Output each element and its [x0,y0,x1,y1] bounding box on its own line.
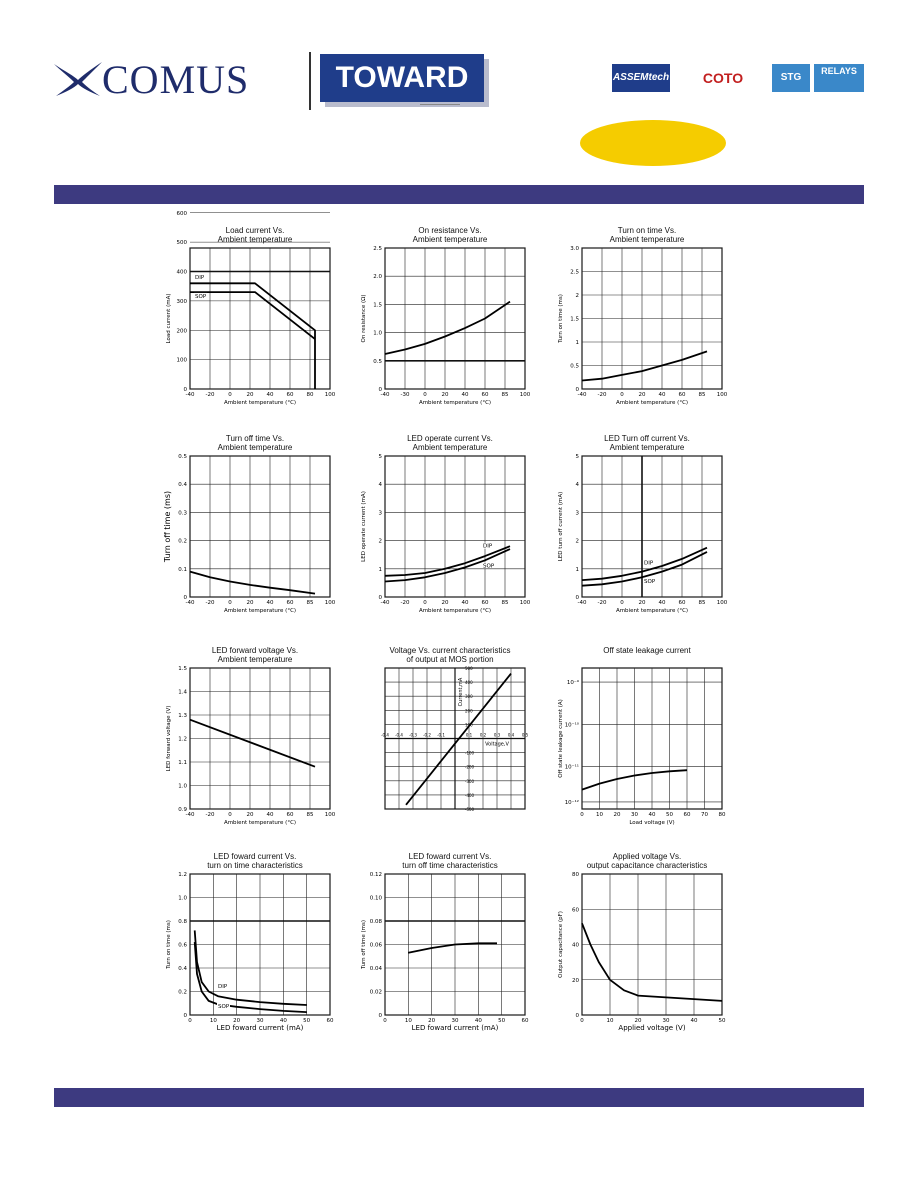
y-tick-label: 2.0 [373,274,382,281]
x-tick-label: 20 [441,600,449,606]
y-tick-label: 2 [378,538,382,545]
x-tick-label: 0.2 [479,732,487,738]
y-tick-label: -400 [465,792,475,798]
y-tick-label: 10⁻¹¹ [564,764,579,771]
y-axis-label: Output capacitance (pF) [558,911,564,978]
comus-bird-logo-icon [52,58,104,98]
x-axis-label: Applied voltage (V) [618,1024,686,1032]
plot-frame [582,456,722,597]
y-tick-label: 0 [378,387,382,393]
chart-subtitle: Ambient temperature [609,443,685,452]
y-axis-label: Turn off time (ms) [163,490,172,563]
x-tick-label: 50 [718,1018,726,1024]
x-tick-label: 10 [596,812,603,818]
chart-title: Turn off time Vs. [225,434,285,443]
x-tick-label: 20 [638,392,646,398]
x-tick-label: 50 [498,1018,506,1024]
x-tick-label: 60 [683,812,691,818]
y-tick-label: 400 [465,680,473,686]
y-axis-label: Turn off time (ms) [361,919,367,970]
toward-underline [420,104,460,105]
x-axis-label: Ambient temperature (°C) [418,400,492,406]
series-annotation: DIP [644,560,654,567]
chart-svg [355,432,545,632]
y-tick-label: 100 [465,722,473,728]
x-tick-label: 0 [580,812,584,818]
y-tick-label: 0.08 [369,919,382,925]
y-tick-label: 1.1 [178,760,187,766]
y-tick-label: 5 [378,454,382,460]
x-axis-label: Load voltage (V) [629,820,675,826]
x-tick-label: 0.4 [507,732,515,738]
x-tick-label: 60 [678,392,686,398]
x-tick-label: 10 [606,1018,614,1024]
y-tick-label: -300 [465,778,475,784]
x-tick-label: 85 [306,600,314,606]
chart-svg [552,224,742,424]
x-tick-label: 60 [286,600,294,606]
y-tick-label: 1.5 [373,302,382,309]
x-tick-label: -20 [597,392,607,398]
y-axis-label: Turn on time (ms) [166,920,172,969]
y-tick-label: 1.3 [178,713,187,719]
x-tick-label: 30 [256,1018,264,1024]
chart-led-current-turn-on [160,850,350,1050]
y-axis-label: Off state leakage current (A) [558,699,564,778]
x-tick-label: 30 [631,812,638,818]
y-tick-label: 0.12 [369,872,382,878]
chart-subtitle: Ambient temperature [609,235,685,244]
x-axis-label: LED foward current (mA) [216,1024,304,1032]
series-annotation: DIP [483,543,493,550]
y-tick-label: 0.5 [178,454,187,460]
x-tick-label: 100 [324,600,336,606]
y-tick-label: 3 [378,510,382,517]
x-tick-label: 0 [228,600,232,606]
y-tick-label: 0.2 [178,989,187,996]
y-tick-label: 2 [575,538,579,545]
x-axis-label: Ambient temperature (°C) [418,608,492,614]
chart-subtitle: Ambient temperature [217,235,293,244]
x-tick-label: 60 [481,600,489,606]
chart-title: Turn on time Vs. [617,226,677,235]
y-axis-label: Current,mA [458,677,464,707]
y-tick-label: 0.4 [178,482,187,489]
y-tick-label: 1.0 [373,330,382,337]
chart-svg [552,432,742,632]
x-tick-label: 30 [662,1018,670,1024]
x-axis-label: Ambient temperature (°C) [223,608,297,614]
x-tick-label: -40 [380,600,390,606]
y-tick-label: 10⁻¹⁰ [564,722,579,729]
x-tick-label: 40 [648,812,656,818]
x-tick-label: 40 [266,812,274,818]
series-annotation: SOP [644,578,656,585]
y-axis-label: Load current (mA) [166,293,172,344]
chart-title: LED operate current Vs. [407,434,493,443]
y-tick-label: 1.2 [178,736,187,743]
chart-off-state-leakage [552,644,742,844]
y-tick-label: 0.06 [369,942,382,949]
x-tick-label: 20 [441,392,449,398]
y-tick-label: 2 [575,293,579,299]
y-tick-label: 4 [575,482,579,489]
x-tick-label: 0 [620,392,624,398]
y-tick-label: 1.2 [178,872,187,878]
x-axis-label: LED foward current (mA) [411,1024,499,1032]
x-tick-label: 70 [701,812,708,818]
x-axis-label: Ambient temperature (°C) [615,608,689,614]
series-annotation: SOP [483,563,495,570]
x-tick-label: -0.3 [409,732,417,738]
chart-led-turn-off-current [552,432,742,632]
x-tick-label: 20 [246,392,254,398]
x-tick-label: 20 [246,812,254,818]
x-tick-label: 50 [303,1018,311,1024]
y-tick-label: 2.5 [373,246,382,252]
x-axis-label: Voltage,V [485,741,509,748]
chart-svg [160,210,350,424]
y-tick-label: 1.0 [178,895,187,902]
x-tick-label: -40 [185,392,195,398]
y-tick-label: 0.04 [369,966,382,972]
y-tick-label: 0.3 [178,510,187,517]
plot-frame [190,456,330,597]
x-tick-label: 40 [690,1018,698,1024]
plot-frame [190,248,330,389]
y-tick-label: 0.6 [178,942,187,949]
x-tick-label: 85 [698,600,706,606]
x-tick-label: -40 [577,392,587,398]
bottom-divider-bar [54,1088,864,1107]
chart-turn-on-time [552,224,742,424]
x-tick-label: 0 [423,392,427,398]
x-tick-label: -40 [185,812,195,818]
x-tick-label: 40 [461,392,469,398]
y-tick-label: 100 [176,357,187,364]
y-tick-label: 80 [572,872,579,878]
x-tick-label: 20 [233,1018,241,1024]
y-tick-label: 0 [183,595,187,601]
chart-title: LED foward current Vs. [213,852,297,861]
y-tick-label: 300 [465,694,473,700]
x-tick-label: 85 [501,600,509,606]
chart-title: LED forward voltage Vs. [211,646,299,655]
chart-led-forward-voltage [160,644,350,844]
x-tick-label: 100 [519,392,531,398]
x-tick-label: 100 [324,812,336,818]
top-divider-bar [54,185,864,204]
x-tick-label: 100 [716,392,728,398]
x-tick-label: 80 [306,392,314,398]
chart-title: LED foward current Vs. [408,852,492,861]
y-tick-label: 0 [378,595,382,601]
y-axis-label: LED operate current (mA) [361,491,367,562]
y-tick-label: 1 [378,566,382,573]
x-tick-label: 0 [228,392,232,398]
chart-load-current [160,210,350,424]
y-tick-label: 0 [575,595,579,601]
x-tick-label: 100 [324,392,336,398]
x-tick-label: 40 [266,600,274,606]
x-tick-label: 0 [383,1018,387,1024]
x-axis-label: Ambient temperature (°C) [223,820,297,826]
y-tick-label: 600 [176,210,187,217]
y-tick-label: 0.4 [178,966,187,972]
y-tick-label: 0.10 [369,895,382,902]
x-axis-label: Ambient temperature (°C) [615,400,689,406]
chart-output-capacitance [552,850,742,1050]
x-tick-label: -40 [380,392,390,398]
chart-subtitle: Ambient temperature [412,443,488,452]
relays-logo: RELAYS [814,64,864,92]
y-tick-label: 5 [575,454,579,460]
x-tick-label: 85 [501,392,509,398]
y-tick-label: 3 [575,510,579,517]
x-tick-label: -20 [400,600,410,606]
x-tick-label: -0.4 [381,732,389,738]
chart-title: Off state leakage current [603,646,691,655]
y-tick-label: 0 [183,387,187,393]
y-tick-label: 0.8 [178,919,187,925]
y-tick-label: 500 [176,240,187,247]
plot-frame [385,248,525,389]
chart-subtitle: Ambient temperature [217,655,293,664]
stg-logo: STG [772,64,810,92]
chart-svg [552,850,742,1050]
series-annotation: DIP [195,274,205,281]
x-tick-label: 100 [519,600,531,606]
chart-mos-vi-characteristics [355,644,545,844]
x-tick-label: 20 [638,600,646,606]
chart-subtitle: output capacitance characteristics [586,861,708,870]
yellow-highlight-oval [580,120,726,166]
y-tick-label: 2.5 [570,269,579,276]
x-tick-label: -40 [185,600,195,606]
x-tick-label: 40 [461,600,469,606]
x-tick-label: 60 [286,812,294,818]
y-axis-label: LED turn off current (mA) [558,491,564,562]
x-tick-label: -20 [205,392,215,398]
y-tick-label: 4 [378,482,382,489]
chart-title: Voltage Vs. current characteristics [389,646,511,655]
x-tick-label: -30 [400,392,410,398]
header-divider [309,52,311,110]
y-tick-label: 0.9 [178,807,187,813]
y-tick-label: 10⁻¹² [564,799,579,806]
x-tick-label: 0 [188,1018,192,1024]
chart-title: Applied voltage Vs. [612,852,682,861]
y-tick-label: 40 [572,942,579,949]
y-tick-label: 0.5 [373,358,382,365]
chart-svg [160,432,350,632]
chart-title: Load current Vs. [225,226,285,235]
y-tick-label: 1.5 [570,316,579,323]
x-tick-label: 20 [428,1018,436,1024]
x-tick-label: -20 [205,600,215,606]
chart-subtitle: turn on time characteristics [207,861,303,870]
y-tick-label: 1 [575,340,579,346]
x-tick-label: -40 [577,600,587,606]
chart-svg [160,644,350,844]
x-tick-label: 10 [209,1018,217,1024]
chart-svg [355,644,545,844]
y-tick-label: 0 [378,1013,382,1019]
x-tick-label: 60 [326,1018,334,1024]
x-tick-label: -0.4 [395,732,403,738]
y-tick-label: -100 [465,750,475,756]
x-tick-label: 60 [521,1018,529,1024]
chart-turn-off-time [160,432,350,632]
chart-subtitle: Ambient temperature [412,235,488,244]
x-tick-label: 0.1 [465,732,473,738]
x-tick-label: 50 [666,812,673,818]
comus-brand-name: COMUS [102,57,250,102]
assemtech-logo: ASSEMtech [612,64,670,92]
y-tick-label: 400 [176,269,187,276]
chart-svg [552,644,742,844]
x-tick-label: 40 [266,392,274,398]
x-tick-label: 60 [678,600,686,606]
y-tick-label: 0.5 [570,363,579,370]
x-tick-label: -0.2 [423,732,431,738]
y-tick-label: -200 [465,764,475,770]
chart-svg [355,850,545,1050]
x-tick-label: 40 [474,1018,482,1024]
y-tick-label: 0.1 [178,566,187,573]
y-tick-label: 1 [575,566,579,573]
y-tick-label: 1.4 [178,689,187,696]
y-tick-label: 3.0 [570,246,579,252]
x-tick-label: 60 [481,392,489,398]
chart-title: LED Turn off current Vs. [604,434,690,443]
x-tick-label: 85 [698,392,706,398]
x-tick-label: 100 [716,600,728,606]
chart-svg [355,224,545,424]
x-tick-label: 0 [423,600,427,606]
y-tick-label: 0.02 [369,989,382,996]
y-axis-label: On resistance (Ω) [361,294,367,343]
x-tick-label: 30 [451,1018,459,1024]
y-tick-label: -500 [465,807,475,812]
x-axis-label: Ambient temperature (°C) [223,400,297,406]
y-tick-label: 10⁻⁹ [566,680,579,687]
x-tick-label: 0 [228,812,232,818]
y-tick-label: 0 [183,1013,187,1019]
coto-logo: COTO [702,70,744,86]
chart-subtitle: of output at MOS portion [406,655,494,664]
y-tick-label: 1.5 [178,666,187,672]
x-tick-label: 0 [620,600,624,606]
toward-logo: TOWARD [320,54,484,102]
x-tick-label: -0.1 [437,732,445,738]
y-tick-label: 0 [575,387,579,393]
series-annotation: SOP [195,293,207,300]
chart-title: On resistance Vs. [418,226,482,235]
y-axis-label: LED forward voltage (V) [166,705,172,772]
x-tick-label: 0 [580,1018,584,1024]
chart-led-operate-current [355,432,545,632]
x-tick-label: 80 [718,812,726,818]
y-axis-label: Turn on time (ms) [558,294,564,343]
x-tick-label: 60 [286,392,294,398]
x-tick-label: 0.5 [521,732,529,738]
chart-subtitle: turn off time characteristics [402,861,498,870]
x-tick-label: 0.3 [493,732,501,738]
x-tick-label: 40 [279,1018,287,1024]
series-annotation: SOP [218,1003,230,1010]
y-tick-label: 60 [572,907,579,914]
y-tick-label: 0 [575,1013,579,1019]
y-tick-label: 500 [465,666,473,671]
x-tick-label: 20 [634,1018,642,1024]
x-tick-label: -20 [597,600,607,606]
y-tick-label: 200 [176,328,187,335]
x-tick-label: 10 [404,1018,412,1024]
y-tick-label: 1.0 [178,783,187,790]
y-tick-label: 200 [465,708,473,714]
x-tick-label: 85 [306,812,314,818]
chart-led-current-turn-off [355,850,545,1050]
x-tick-label: 20 [613,812,621,818]
x-tick-label: 40 [658,600,666,606]
x-tick-label: -20 [205,812,215,818]
y-tick-label: 0.2 [178,538,187,545]
y-tick-label: 300 [176,298,187,305]
x-tick-label: 20 [246,600,254,606]
series-annotation: DIP [218,983,228,990]
chart-on-resistance [355,224,545,424]
plot-frame [385,456,525,597]
x-tick-label: 40 [658,392,666,398]
chart-subtitle: Ambient temperature [217,443,293,452]
chart-svg [160,850,350,1050]
y-tick-label: 20 [572,977,579,984]
